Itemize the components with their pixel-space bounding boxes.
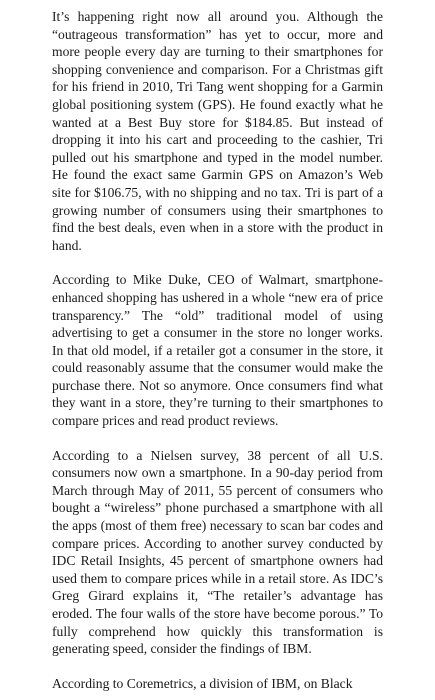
paragraph-1: It’s happening right now all around you. Although the “outrageous transformation” has yet to occur, more and more people every day are turning to their smartphones for shopping convenience and comparison. For a Christmas gift for his friend in 2010, Tri Tang went shopping for a Garmin global positioning system (GPS). He found exactly what he wanted at a Best Buy store for $184.85. But instead of dropping it into his cart and proceeding to the cashier, Tri pulled out his smartphone and typed in the model number. He found the exact same Garmin GPS on Amazon’s Web site for $106.75, with no shipping and no tax. Tri is part of a growing number of consumers using their smartphones to find the best deals, even when in a store with the product in hand. xyxy=(52,9,383,253)
paragraph-2: According to Mike Duke, CEO of Walmart, smartphone-enhanced shopping has ushered in a whole “new era of price transparency.” The “old” traditional model of using advertising to get a consumer in the store no longer works. In that old model, if a retailer got a consumer in the store, it could reasonably assume that the consumer would make the purchase there. Not so anymore. Once consumers find what they want in a store, they’re turning to their smartphones to compare prices and read product reviews. xyxy=(52,272,383,429)
paragraph-4: According to Coremetrics, a division of IBM, on Black xyxy=(52,675,353,691)
paragraph-3: According to a Nielsen survey, 38 percent of all U.S. consumers now own a smartphone. In a 90-day period from March through May of 2011, 55 percent of consumers who bought a “wireless” phone purchased a smartphone with all the apps (most of them free) necessary to scan bar codes and compare prices. According to another survey conducted by IDC Retail Insights, 45 percent of smartphone owners had used them to compare prices while in a retail store. As IDC’s Greg Girard explains it, “The retailer’s advantage has eroded. The four walls of the store have become porous.” To fully comprehend how quickly this transformation is generating speed, consider the findings of IBM. xyxy=(52,447,383,657)
